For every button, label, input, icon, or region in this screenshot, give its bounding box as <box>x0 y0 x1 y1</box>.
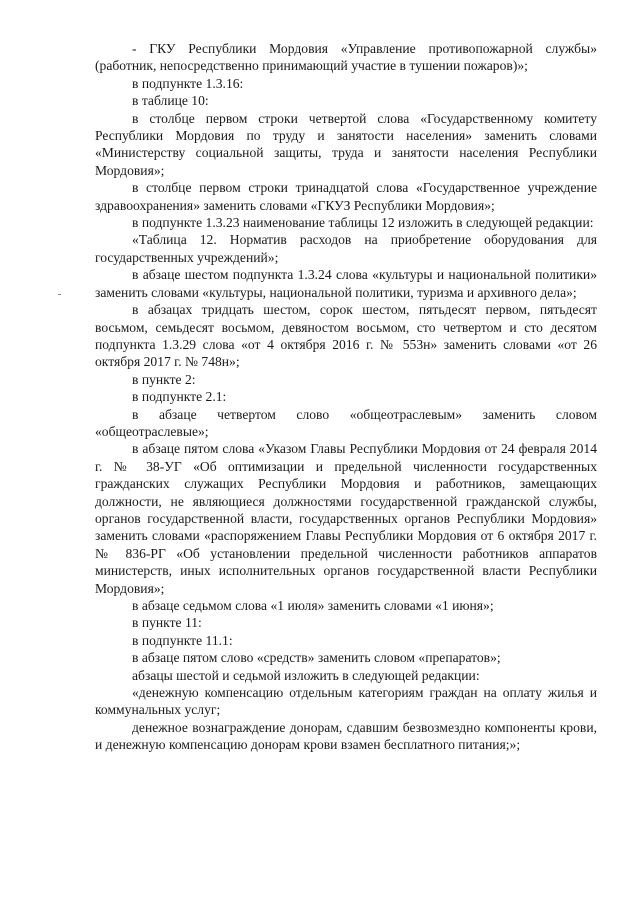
paragraph: в пункте 2: <box>132 371 196 387</box>
paragraph: в абзаце шестом подпункта 1.3.24 слова «культуры и национальной политики» заменить словами «культуры, национальной политики, туризма и архивного дела»; <box>95 267 597 300</box>
paragraph: в пункте 11: <box>132 615 202 631</box>
paragraph: денежное вознаграждение донорам, сдавшим безвозмездно компоненты крови, и денежную компенсацию донорам крови взамен бесплатного питания;»; <box>95 719 597 753</box>
paragraph: «Таблица 12. Норматив расходов на приобретение оборудования для государственных учреждений»; <box>95 232 597 265</box>
paragraph: в абзаце четвертом слово «общеотраслевым» заменить словом «общеотраслевые»; <box>95 406 597 439</box>
document-body <box>95 40 597 754</box>
paragraph: в абзаце пятом слово «средств» заменить словом «препаратов»; <box>132 650 501 666</box>
paragraph: абзацы шестой и седьмой изложить в следующей редакции: <box>132 667 480 683</box>
paragraph: «денежную компенсацию отдельным категориям граждан на оплату жилья и коммунальных услуг; <box>95 685 597 718</box>
paragraph: в абзаце пятом слова «Указом Главы Республики Мордовия от 24 февраля 2014 г. № 38-УГ «Об оптимизации и предельной численности государственных гражданских служащих Республики Мордовия и работников, замещающих должности, не являющиеся должностями государственной гражданской службы, органов государственной власти, государственных органов Республики Мордовия» заменить словами «распоряжением Главы Республики Мордовия от 6 октября 2017 г. № 836-РГ «Об установлении предельной численности работников аппаратов министерств, иных исполнительных органов государственной власти Республики Мордовия»; <box>95 441 597 596</box>
paragraph: - ГКУ Республики Мордовия «Управление противопожарной службы» (работник, непосредственно принимающий участие в тушении пожаров)»; <box>95 41 597 74</box>
paragraph: в таблице 10: <box>132 93 209 109</box>
paragraph: в абзаце седьмом слова «1 июля» заменить словами «1 июня»; <box>132 598 494 613</box>
paragraph: в подпункте 1.3.23 наименование таблицы 12 изложить в следующей редакции: <box>132 215 594 231</box>
paragraph: в абзацах тридцать шестом, сорок шестом, пятьдесят первом, пятьдесят восьмом, семьдесят восьмом, девяностом восьмом, сто четвертом и сто десятом подпункта 1.3.29 слова «от 4 октября 2016 г. № 553н» заменить словами «от 26 октября 2017 г. № 748н»; <box>95 302 597 370</box>
paragraph: в подпункте 2.1: <box>132 389 227 405</box>
paragraph: в столбце первом строки тринадцатой слова «Государственное учреждение здравоохранения» заменить словами «ГКУЗ Республики Мордовия»; <box>95 180 597 213</box>
paragraph: в столбце первом строки четвертой слова «Государственному комитету Республики Мордовия по труду и занятости населения» заменить словами «Министерству социальной защиты, труда и занятости населения Республики Мордовия»; <box>95 110 597 178</box>
paragraph: в подпункте 11.1: <box>132 632 233 648</box>
paragraph: в подпункте 1.3.16: <box>132 75 244 91</box>
margin-mark <box>58 294 61 295</box>
